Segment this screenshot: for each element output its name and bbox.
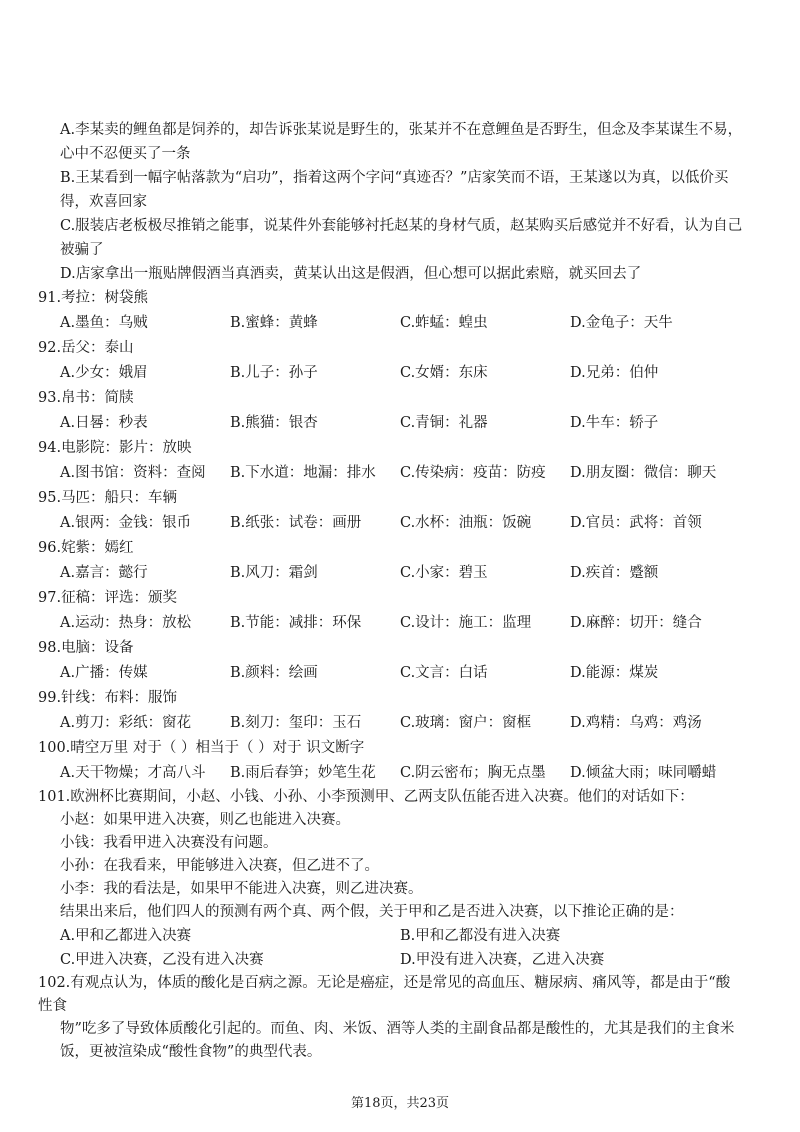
dialogue-line: 小赵：如果甲进入决赛，则乙也能进入决赛。 [60, 812, 350, 828]
option-c: C.玻璃：窗户：窗框 [400, 715, 532, 731]
question-block [0, 336, 800, 386]
option-row [60, 560, 760, 586]
option-row [60, 710, 760, 736]
option-b: B.儿子：孙子 [230, 365, 318, 381]
option-d: D.疾首：蹙额 [570, 565, 659, 581]
option-c: C.蚱蜢：蝗虫 [400, 315, 488, 331]
intro-option-c: C.服装店老板极尽推销之能事，说某件外套能够衬托赵某的身材气质，赵某购买后感觉并不好看，认为自己被骗了 [60, 218, 743, 258]
question-text: 岳父：泰山 [61, 340, 134, 356]
option-c: C.甲进入决赛，乙没有进入决赛 [60, 952, 264, 968]
question-text: 欧洲杯比赛期间，小赵、小钱、小孙、小李预测甲、乙两支队伍能否进入决赛。他们的对话如下： [70, 789, 694, 805]
question-stem [38, 536, 744, 560]
dialogue-line: 小钱：我看甲进入决赛没有问题。 [60, 835, 278, 851]
option-row [60, 660, 760, 686]
question-block [0, 486, 800, 536]
option-d: D.朋友圈：微信：聊天 [570, 465, 717, 481]
question-block [0, 636, 800, 686]
option-c: C.女婿：东床 [400, 365, 488, 381]
option-row [60, 410, 760, 436]
question-number: 92. [38, 340, 62, 356]
question-number: 100. [38, 740, 71, 756]
question-number: 94. [38, 440, 62, 456]
option-b: B.熊猫：银杏 [230, 415, 318, 431]
question-stem [38, 436, 744, 460]
option-b: B.风刀：霜剑 [230, 565, 318, 581]
intro-options [0, 118, 800, 286]
question-block [0, 386, 800, 436]
question-stem [38, 686, 744, 710]
option-c: C.设计：施工：监理 [400, 615, 532, 631]
option-d: D.官员：武将：首领 [570, 515, 702, 531]
option-d: D.兄弟：伯仲 [570, 365, 659, 381]
question-stem [38, 386, 744, 410]
question-stem [38, 636, 744, 660]
question-stem [38, 736, 744, 760]
question-text-line1: 有观点认为，体质的酸化是百病之源。无论是癌症，还是常见的高血压、糖尿病、痛风等，都是由于“酸性食 [38, 975, 731, 1014]
option-d: D.牛车：轿子 [570, 415, 659, 431]
page-footer: 第18页，共23页 [350, 1096, 450, 1111]
option-c: C.青铜：礼器 [400, 415, 488, 431]
question-text: 电影院：影片：放映 [61, 440, 192, 456]
question-text: 晴空万里 对于（ ）相当于（ ）对于 识文断字 [70, 740, 365, 756]
option-row [60, 360, 760, 386]
question-stem [38, 336, 744, 360]
option-a: A.墨鱼：乌贼 [60, 315, 148, 331]
option-b: B.刻刀：玺印：玉石 [230, 715, 362, 731]
question-number: 99. [38, 690, 62, 706]
option-c: C.传染病：疫苗：防疫 [400, 465, 546, 481]
question-stem [38, 586, 744, 610]
question-stem [38, 486, 744, 510]
question-list [0, 286, 800, 786]
option-a: A.嘉言：懿行 [60, 565, 148, 581]
option-row [60, 510, 760, 536]
question-prompt: 结果出来后，他们四人的预测有两个真、两个假，关于甲和乙是否进入决赛，以下推论正确的是： [60, 904, 684, 920]
intro-option-d: D.店家拿出一瓶贴牌假酒当真酒卖，黄某认出这是假酒，但心想可以据此索赔，就买回去了 [60, 266, 642, 282]
option-row [60, 460, 760, 486]
option-a: A.日晷：秒表 [60, 415, 148, 431]
question-text: 马匹：船只：车辆 [61, 490, 178, 506]
option-row [60, 610, 760, 636]
option-row [60, 760, 760, 786]
option-row [60, 924, 760, 948]
option-d: D.倾盆大雨；味同嚼蜡 [570, 765, 717, 781]
option-a: A.运动：热身：放松 [60, 615, 192, 631]
option-b: B.下水道：地漏：排水 [230, 465, 376, 481]
question-number: 95. [38, 490, 62, 506]
question-text: 帛书：简牍 [61, 390, 134, 406]
option-a: A.天干物燥；才高八斗 [60, 765, 206, 781]
option-a: A.剪刀：彩纸：窗花 [60, 715, 192, 731]
question-101 [0, 786, 800, 972]
option-b: B.颜料：绘画 [230, 665, 318, 681]
option-b: B.蜜蜂：黄蜂 [230, 315, 318, 331]
option-a: A.甲和乙都进入决赛 [60, 928, 192, 944]
option-d: D.麻醉：切开：缝合 [570, 615, 702, 631]
option-a: A.图书馆：资料：查阅 [60, 465, 206, 481]
page-content [0, 118, 800, 1064]
dialogue-line: 小孙：在我看来，甲能够进入决赛，但乙进不了。 [60, 858, 379, 874]
option-a: A.银两：金钱：银币 [60, 515, 192, 531]
question-block [0, 736, 800, 786]
question-text: 电脑：设备 [61, 640, 134, 656]
option-row [60, 310, 760, 336]
option-d: D.鸡精：乌鸡：鸡汤 [570, 715, 702, 731]
question-block [0, 436, 800, 486]
question-text: 姹紫：嫣红 [61, 540, 134, 556]
option-c: C.文言：白话 [400, 665, 488, 681]
question-stem [38, 286, 744, 310]
question-number: 93. [38, 390, 62, 406]
option-row [60, 948, 760, 972]
option-a: A.少女：娥眉 [60, 365, 148, 381]
option-a: A.广播：传媒 [60, 665, 148, 681]
intro-option-a: A.李某卖的鲤鱼都是饲养的，却告诉张某说是野生的，张某并不在意鲤鱼是否野生，但念及李某谋生不易，心中不忍便买了一条 [60, 122, 743, 162]
question-102 [38, 972, 744, 1064]
option-c: C.小家：碧玉 [400, 565, 488, 581]
question-stem [38, 786, 744, 809]
question-block [0, 286, 800, 336]
question-number: 101. [38, 789, 71, 805]
question-text: 考拉：树袋熊 [61, 290, 149, 306]
question-number: 91. [38, 290, 62, 306]
option-d: D.甲没有进入决赛，乙进入决赛 [400, 952, 605, 968]
question-number: 98. [38, 640, 62, 656]
question-text: 征稿：评选：颁奖 [61, 590, 178, 606]
dialogue-line: 小李：我的看法是，如果甲不能进入决赛，则乙进决赛。 [60, 881, 423, 897]
option-b: B.纸张：试卷：画册 [230, 515, 362, 531]
question-number: 96. [38, 540, 62, 556]
option-d: D.能源：煤炭 [570, 665, 659, 681]
question-text: 针线：布料：服饰 [61, 690, 178, 706]
question-block [0, 536, 800, 586]
question-block [0, 586, 800, 636]
question-number: 97. [38, 590, 62, 606]
question-block [0, 686, 800, 736]
intro-option-b: B.王某看到一幅字帖落款为“启功”，指着这两个字问“真迹否？”店家笑而不语，王某遂以为真，以低价买得，欢喜回家 [60, 170, 729, 210]
option-b: B.甲和乙都没有进入决赛 [400, 928, 561, 944]
option-b: B.节能：减排：环保 [230, 615, 362, 631]
question-text-rest: 物”吃多了导致体质酸化引起的。而鱼、肉、米饭、酒等人类的主副食品都是酸性的，尤其是我们的主食米饭，更被渲染成“酸性食物”的典型代表。 [60, 1021, 735, 1060]
option-b: B.雨后春笋；妙笔生花 [230, 765, 376, 781]
option-d: D.金龟子：天牛 [570, 315, 673, 331]
question-number: 102. [38, 975, 71, 991]
option-c: C.水杯：油瓶：饭碗 [400, 515, 532, 531]
option-c: C.阴云密布；胸无点墨 [400, 765, 546, 781]
